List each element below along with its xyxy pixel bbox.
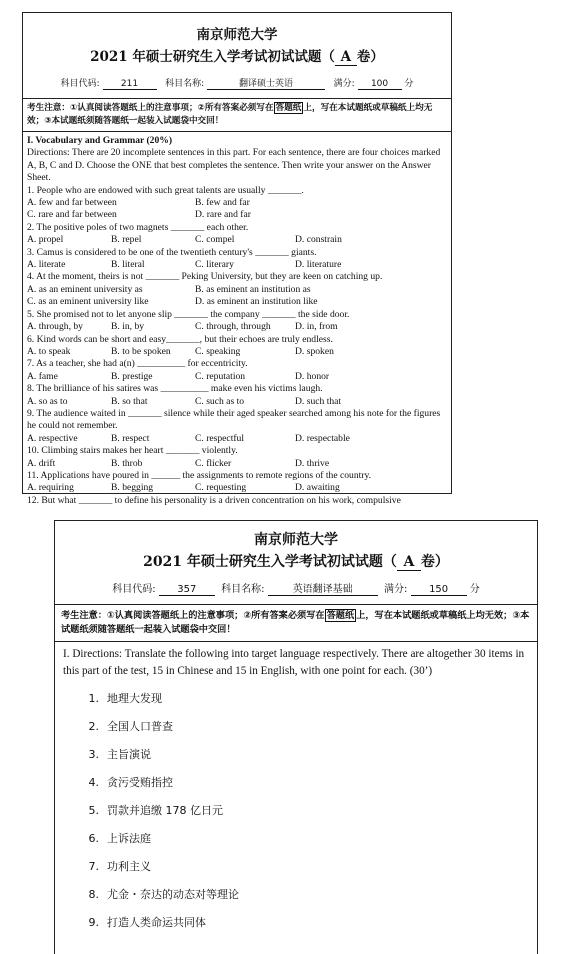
exam-title-suffix: 卷） [356, 49, 384, 65]
choice-b: B. so that [111, 395, 148, 407]
choice-a: A. literate [27, 259, 66, 271]
choice-b: B. respect [111, 432, 150, 444]
choice-row [27, 284, 447, 296]
subject-name: 英语翻译基础 [268, 580, 378, 596]
code-label: 科目代码: [60, 79, 100, 89]
item-number: 7. [88, 859, 99, 873]
question-body [23, 132, 451, 510]
choice-row [27, 209, 447, 221]
exam-page-english-proficiency [22, 12, 452, 506]
choice-c: C. respectful [195, 432, 245, 444]
question-body [55, 642, 537, 940]
choice-row [27, 259, 447, 271]
choice-d: D. such that [295, 395, 342, 407]
choice-row [27, 234, 447, 246]
choice-a: A. drift [27, 457, 56, 469]
candidate-notice [23, 98, 451, 132]
choice-row [27, 371, 447, 383]
name-label: 科目名称: [221, 584, 265, 595]
item-text: 上诉法庭 [107, 832, 151, 845]
list-item [63, 880, 529, 908]
choice-d: D. in, from [295, 321, 338, 333]
choice-a: A. few and far between [27, 197, 117, 209]
choice-a: A. through, by [27, 321, 83, 333]
item-text: 罚款并追缴 178 亿日元 [107, 804, 223, 817]
item-number: 1. [88, 691, 99, 705]
section-title: I. Vocabulary and Grammar (20%) [27, 135, 173, 146]
choice-d: D. thrive [295, 457, 330, 469]
full-score: 100 [358, 79, 402, 90]
section-directions: I. Directions: Translate the following into target language respectively. There are altogether 30 items in this part of the test, 15 in Chinese and 15 in English, with one point for each. (30’) [63, 648, 525, 677]
name-label: 科目名称: [165, 79, 205, 89]
list-item [63, 852, 529, 880]
item-text: 尤金・奈达的动态对等理论 [107, 888, 239, 901]
exam-title-prefix: 2021 年硕士研究生入学考试初试试题（ [90, 49, 335, 65]
question-stem: 12. But what _______ to define his personality is a driven concentration on his work, compulsive [27, 494, 401, 506]
item-number: 8. [88, 887, 99, 901]
question-stem: 1. People who are endowed with such great talents are usually _______. [27, 184, 304, 196]
section-directions: Directions: There are 20 incomplete sentences in this part. For each sentence, there are four choices marked A, B, C and D. Choose the ONE that best completes the sentence. Then write your answer on the Answer Sheet. [27, 147, 441, 184]
question-stem: 11. Applications have poured in ______ the assignments to remote regions of the country. [27, 469, 372, 481]
choice-row [27, 197, 447, 209]
question-stem: 5. She promised not to let anyone slip _______ the company _______ the side door. [27, 308, 350, 320]
question-stem: 4. At the moment, theirs is not _______ Peking University, but they are keen on catching up. [27, 271, 383, 283]
list-item [63, 684, 529, 712]
question-stem: 10. Climbing stairs makes her heart _______ violently. [27, 445, 238, 457]
list-item [63, 768, 529, 796]
item-text: 打造人类命运共同体 [107, 916, 206, 929]
choice-row [27, 396, 447, 408]
page-header [55, 521, 537, 571]
choice-c: C. as an eminent university like [27, 296, 149, 308]
page-header [23, 13, 451, 66]
candidate-notice [55, 604, 537, 642]
notice-boxed-word: 答题纸 [326, 610, 355, 621]
choice-c: C. reputation [195, 370, 246, 382]
list-item [63, 824, 529, 852]
item-text: 功利主义 [107, 860, 151, 873]
choice-d: D. rare and far [195, 209, 251, 221]
list-item [63, 796, 529, 824]
choice-row [27, 296, 447, 308]
choice-d: D. respectable [295, 432, 350, 444]
exam-title-suffix: 卷） [420, 554, 449, 570]
notice-part-b: 上，写在本试题纸或草稿纸上均无效；③本试题纸须随答题纸一起装入试题袋中交回！ [61, 610, 530, 635]
exam-page-translation-basics [54, 520, 538, 954]
choice-c: C. rare and far between [27, 209, 117, 221]
choice-b: B. as eminent an institution as [195, 283, 311, 295]
choice-c: C. speaking [195, 345, 241, 357]
choice-a: A. fame [27, 370, 58, 382]
notice-part-b: 上，写在本试题纸或草稿纸上均无效；③本试题纸须随答题纸一起装入试题袋中交回！ [27, 103, 433, 126]
choice-c: C. flicker [195, 457, 232, 469]
choice-row [27, 321, 447, 333]
choice-d: D. spoken [295, 345, 334, 357]
item-number: 5. [88, 803, 99, 817]
list-item [63, 740, 529, 768]
choice-c: C. through, through [195, 321, 271, 333]
choice-a: A. propel [27, 234, 64, 246]
choice-a: A. to speak [27, 345, 71, 357]
subject-code: 211 [103, 79, 157, 90]
paper-version: A [397, 554, 421, 571]
score-label: 满分: [333, 79, 355, 89]
translation-item-list [63, 684, 529, 936]
university-name: 南京师范大学 [196, 27, 278, 43]
choice-row [27, 482, 447, 494]
choice-c: C. compel [195, 234, 235, 246]
choice-row [27, 433, 447, 445]
choice-b: B. to be spoken [111, 345, 171, 357]
subject-code: 357 [159, 584, 215, 596]
choice-b: B. few and far [195, 197, 250, 209]
choice-d: D. honor [295, 370, 330, 382]
notice-part-a: 考生注意：①认真阅读答题纸上的注意事项；②所有答案必须写在 [27, 103, 274, 113]
subject-name: 翻译硕士英语 [207, 76, 325, 90]
choice-d: D. constrain [295, 234, 342, 246]
item-text: 全国人口普查 [107, 720, 173, 733]
score-unit: 分 [469, 584, 480, 595]
question-stem: 2. The positive poles of two magnets _______ each other. [27, 221, 249, 233]
exam-title [23, 45, 451, 66]
choice-a: A. requiring [27, 482, 74, 494]
notice-boxed-word: 答题纸 [275, 103, 302, 113]
choice-b: B. begging [111, 482, 154, 494]
item-number: 9. [88, 915, 99, 929]
score-label: 满分: [384, 584, 408, 595]
question-stem: 9. The audience waited in _______ silence while their aged speaker searched among his note for the figures he could not remember. [27, 407, 441, 432]
item-text: 主旨演说 [107, 748, 151, 761]
choice-d: D. literature [295, 259, 342, 271]
item-number: 2. [88, 719, 99, 733]
choice-b: B. literal [111, 259, 145, 271]
choice-a: A. as an eminent university as [27, 283, 143, 295]
paper-version: A [335, 49, 357, 66]
question-stem: 7. As a teacher, she had a(n) __________ for eccentricity. [27, 358, 248, 370]
subject-info [55, 580, 537, 596]
question-stem: 3. Camus is considered to be one of the twentieth century's _______ giants. [27, 246, 317, 258]
notice-part-a: 考生注意：①认真阅读答题纸上的注意事项；②所有答案必须写在 [61, 610, 325, 621]
item-text: 贪污受贿指控 [107, 776, 173, 789]
item-number: 3. [88, 747, 99, 761]
item-number: 6. [88, 831, 99, 845]
choice-c: C. literary [195, 259, 234, 271]
university-name: 南京师范大学 [254, 532, 338, 548]
choice-d: D. awaiting [295, 482, 340, 494]
full-score: 150 [411, 584, 467, 596]
choice-b: B. throb [111, 457, 143, 469]
item-text: 地理大发现 [107, 692, 162, 705]
score-unit: 分 [404, 79, 414, 89]
choice-row [27, 458, 447, 470]
choice-d: D. as eminent an institution like [195, 296, 318, 308]
choice-a: A. so as to [27, 395, 68, 407]
question-stem: 6. Kind words can be short and easy_______, but their echoes are truly endless. [27, 333, 333, 345]
choice-c: C. requesting [195, 482, 247, 494]
choice-b: B. in, by [111, 321, 145, 333]
code-label: 科目代码: [112, 584, 156, 595]
subject-info [23, 76, 451, 90]
choice-c: C. such as to [195, 395, 245, 407]
item-number: 4. [88, 775, 99, 789]
exam-title-prefix: 2021 年硕士研究生入学考试初试试题（ [143, 554, 397, 570]
list-item [63, 908, 529, 936]
list-item [63, 712, 529, 740]
choice-a: A. respective [27, 432, 78, 444]
choice-b: B. repel [111, 234, 142, 246]
choice-b: B. prestige [111, 370, 153, 382]
choice-row [27, 346, 447, 358]
exam-title [55, 551, 537, 571]
question-stem: 8. The brilliance of his satires was __________ make even his victims laugh. [27, 383, 323, 395]
